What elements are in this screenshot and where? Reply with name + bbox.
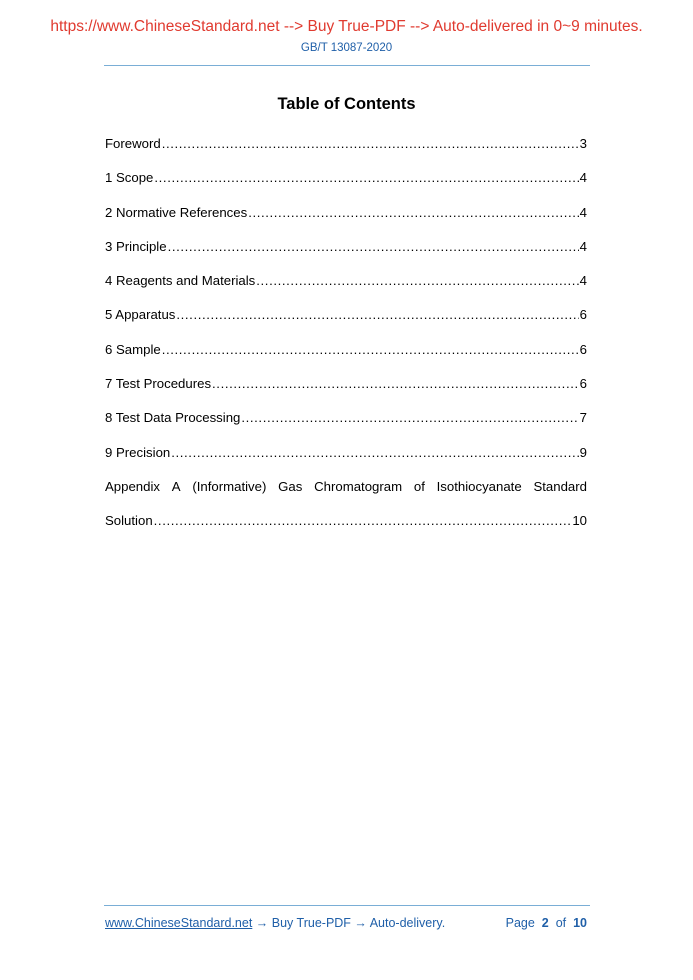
- toc-leader-dots: [154, 168, 578, 188]
- toc-leader-dots: [241, 408, 578, 428]
- toc-entry-page: 4: [579, 273, 587, 289]
- toc-leader-dots: [162, 340, 579, 360]
- toc-entry[interactable]: [105, 443, 587, 477]
- toc-entry-page: 6: [579, 341, 587, 357]
- appendix-title-word: A: [171, 478, 181, 494]
- toc-entry[interactable]: [105, 305, 587, 339]
- footer-divider: [104, 905, 590, 906]
- header-divider: [104, 65, 590, 66]
- toc-entry-title: 8 Test Data Processing: [105, 410, 241, 426]
- toc-entry[interactable]: [105, 134, 587, 168]
- toc-leader-dots: [256, 271, 578, 291]
- toc-entry-page: 6: [579, 376, 587, 392]
- toc-leader-dots: [154, 511, 572, 531]
- footer-promo-text: → Buy True-PDF → Auto-delivery.: [252, 916, 446, 930]
- appendix-title-word: Appendix: [105, 478, 160, 494]
- footer-promo: [105, 916, 445, 930]
- toc-entry-appendix[interactable]: [105, 477, 587, 546]
- toc-entry-page: 10: [572, 513, 587, 529]
- toc-entry-page: 4: [579, 238, 587, 254]
- toc-entry-page: 6: [579, 307, 587, 323]
- toc-entry-title: 5 Apparatus: [105, 307, 176, 323]
- toc-entry-title: 6 Sample: [105, 341, 161, 357]
- toc-leader-dots: [212, 374, 579, 394]
- toc-leader-dots: [248, 203, 578, 223]
- toc-entry[interactable]: [105, 203, 587, 237]
- toc-entry[interactable]: [105, 374, 587, 408]
- toc-entry-page: 3: [579, 136, 587, 151]
- toc-entry-title: 9 Precision: [105, 444, 171, 460]
- toc-leader-dots: [168, 237, 579, 257]
- appendix-title-word: Isothiocyanate: [436, 478, 522, 494]
- toc-entry-page: 4: [579, 204, 587, 220]
- document-code: GB/T 13087-2020: [300, 42, 393, 54]
- toc-entry-title: 3 Principle: [105, 238, 167, 254]
- appendix-title-word: (Informative): [192, 478, 267, 494]
- page-footer: [105, 916, 587, 930]
- appendix-title-word: Chromatogram: [314, 478, 403, 494]
- appendix-title-word: Gas: [278, 478, 303, 494]
- toc-title: Table of Contents: [277, 95, 416, 113]
- toc-leader-dots: [176, 305, 578, 325]
- toc-list: [105, 134, 587, 546]
- appendix-title-line1: [105, 477, 587, 511]
- toc-entry-title: 1 Scope: [105, 170, 154, 186]
- toc-entry-title: 7 Test Procedures: [105, 376, 212, 392]
- toc-entry[interactable]: [105, 271, 587, 305]
- appendix-title-word: Standard: [533, 478, 587, 494]
- toc-leader-dots: [162, 134, 579, 154]
- page-total: 10: [573, 916, 587, 930]
- toc-entry[interactable]: [105, 408, 587, 442]
- appendix-title-line2: Solution: [105, 513, 153, 529]
- toc-entry-title: 2 Normative References: [105, 204, 248, 220]
- toc-entry-page: 4: [579, 170, 587, 186]
- toc-entry[interactable]: [105, 237, 587, 271]
- toc-entry-title: Foreword: [105, 136, 161, 151]
- toc-entry-title: 4 Reagents and Materials: [105, 273, 256, 289]
- toc-leader-dots: [171, 443, 578, 463]
- toc-entry[interactable]: [105, 168, 587, 202]
- footer-site-link[interactable]: www.ChineseStandard.net: [105, 916, 253, 930]
- page-number: [506, 916, 587, 930]
- page-label: Page: [505, 916, 535, 930]
- toc-entry[interactable]: [105, 340, 587, 374]
- toc-entry-page: 9: [579, 444, 587, 460]
- appendix-title-line2-row: [105, 511, 587, 545]
- toc-entry-page: 7: [579, 410, 587, 426]
- page-of-label: of: [555, 916, 567, 930]
- appendix-title-word: of: [413, 478, 425, 494]
- page-current: 2: [541, 916, 549, 930]
- top-banner-link[interactable]: https://www.ChineseStandard.net --> Buy True-PDF --> Auto-delivered in 0~9 minutes.: [50, 18, 643, 35]
